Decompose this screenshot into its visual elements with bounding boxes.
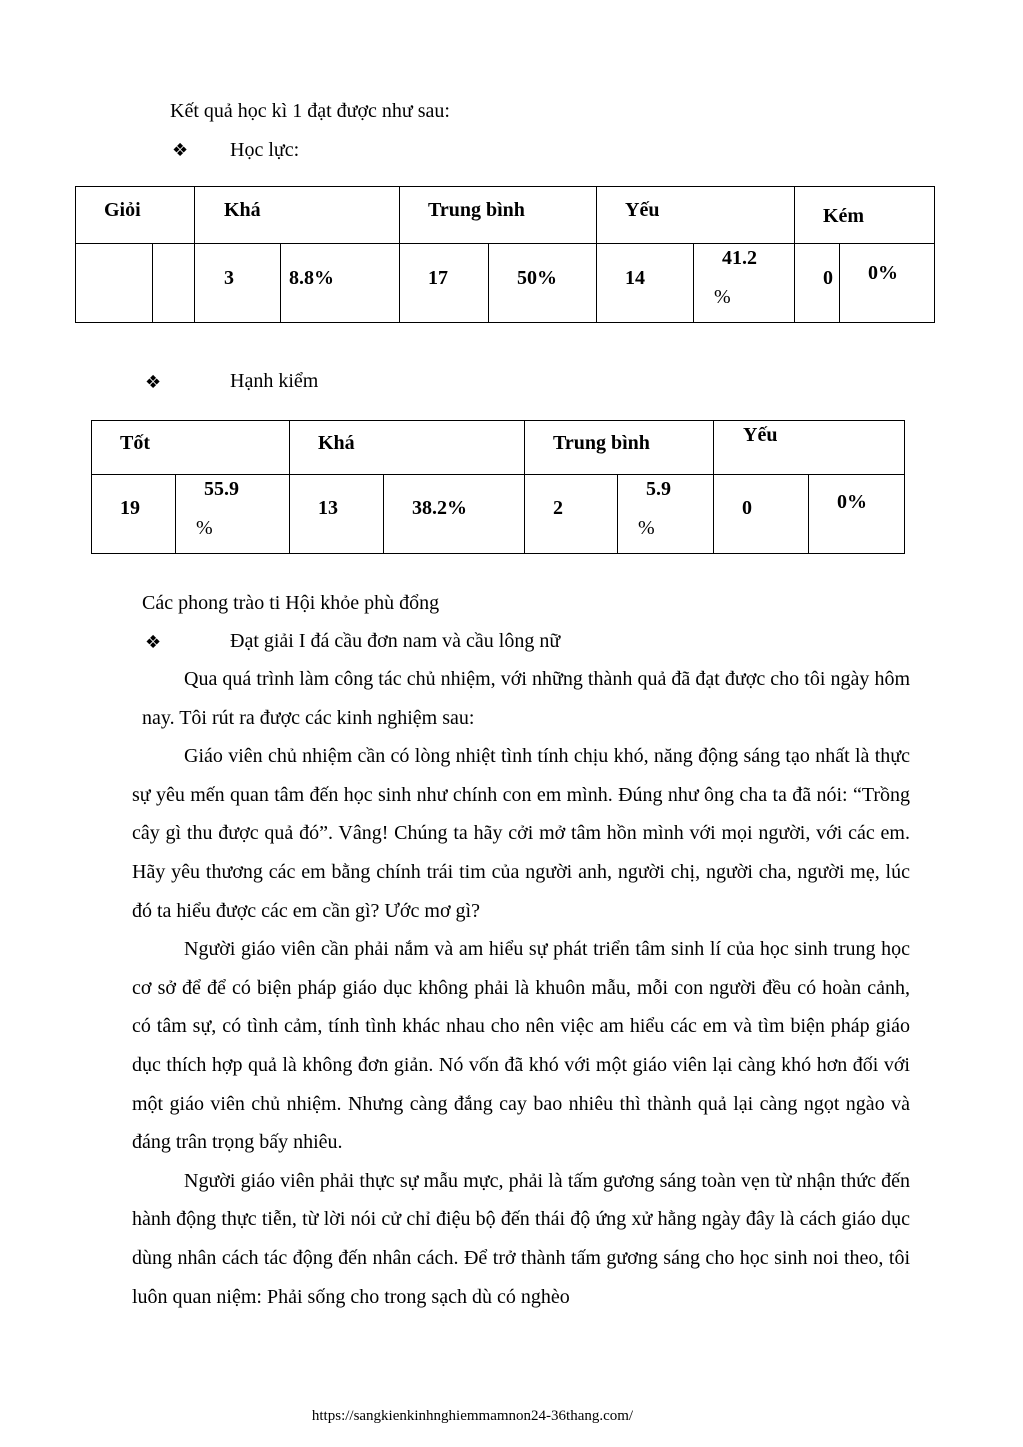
cell-gioi-count — [76, 244, 153, 323]
cell-tot-pct: 55.9 % — [176, 475, 290, 554]
cell-gioi-pct — [153, 244, 195, 323]
paragraph: Người giáo viên phải thực sự mẫu mực, phải là tấm gương sáng toàn vẹn từ nhận thức đến hành động thực tiễn, từ lời nói cử chỉ điệu bộ đến thái độ ứng xử hằng ngày đây là cách giáo dục dùng nhân cách tác động đến nhân cách. Để trở thành tấm gương sáng cho học sinh noi theo, tôi luôn quan niệm: Phải sống cho trong sạch dù có nghèo — [132, 1169, 910, 1308]
cell-kem-pct: 0% — [840, 244, 935, 323]
cell-kem-count: 0 — [795, 244, 840, 323]
award-line: Đạt giải I đá cầu đơn nam và cầu lông nữ — [230, 630, 561, 652]
table-header-row — [76, 187, 935, 244]
cell-yeu-count: 0 — [714, 475, 809, 554]
table-row — [92, 475, 905, 554]
cell-tb-pct: 50% — [489, 244, 597, 323]
bullet-icon: ❖ — [172, 140, 189, 161]
cell-kha-count: 13 — [290, 475, 384, 554]
cell-kha-count: 3 — [195, 244, 281, 323]
paragraph: Người giáo viên cần phải nắm và am hiểu sự phát triển tâm sinh lí của học sinh trung học cơ sở để để có biện pháp giáo dục không phải là khuôn mẫu, mỗi con người đều có hoàn cảnh, có tâm sự, có tình cảm, tính tình khác nhau cho nên việc am hiểu các em và tìm biện pháp giáo dục thích hợp quả là không đơn giản. Nó vốn đã khó với một giáo viên lại càng khó hơn đối với một giáo viên chủ nhiệm. Nhưng càng đắng cay bao nhiêu thì thành quả lại càng ngọt ngào và đáng trân trọng bấy nhiêu. — [132, 938, 910, 1154]
hoc-luc-table — [75, 186, 935, 323]
header-kha: Khá — [290, 421, 525, 475]
header-trung-binh: Trung bình — [400, 187, 597, 244]
cell-tb-pct: 5.9 % — [618, 475, 714, 554]
body-text — [132, 660, 910, 1316]
movement-line: Các phong trào ti Hội khỏe phù đổng — [142, 592, 440, 614]
hanh-kiem-label: Hạnh kiểm — [230, 370, 319, 392]
table-header-row — [92, 421, 905, 475]
cell-yeu-pct: 41.2 % — [694, 244, 795, 323]
cell-yeu-count: 14 — [597, 244, 694, 323]
cell-kha-pct: 8.8% — [281, 244, 400, 323]
footer-url: https://sangkienkinhnghiemmamnon24-36thang.com/ — [311, 1408, 634, 1424]
header-kem: Kém — [795, 187, 935, 244]
cell-yeu-pct: 0% — [809, 475, 905, 554]
header-kha: Khá — [195, 187, 400, 244]
header-gioi: Giỏi — [76, 187, 195, 244]
table-row — [76, 244, 935, 323]
hanh-kiem-table — [91, 420, 905, 554]
intro-line: Kết quả học kì 1 đạt được như sau: — [170, 100, 450, 122]
cell-kha-pct: 38.2% — [384, 475, 525, 554]
bullet-icon: ❖ — [145, 372, 162, 393]
cell-tot-count: 19 — [92, 475, 176, 554]
header-yeu: Yếu — [597, 187, 795, 244]
paragraph: Giáo viên chủ nhiệm cần có lòng nhiệt tình tính chịu khó, năng động sáng tạo nhất là thực sự yêu mến quan tâm đến học sinh như chính con em mình. Đúng như ông cha ta đã nói: “Trồng cây gì thu được quả đó”. Vâng! Chúng ta hãy cởi mở tâm hồn mình với mọi người, với các em. Hãy yêu thương các em bằng chính trái tim của người anh, người chị, người cha, người mẹ, lúc đó ta hiểu được các em cần gì? Ước mơ gì? — [132, 745, 910, 922]
header-yeu: Yếu — [714, 421, 905, 475]
header-tot: Tốt — [92, 421, 290, 475]
cell-tb-count: 17 — [400, 244, 489, 323]
hoc-luc-label: Học lực: — [230, 139, 300, 161]
cell-tb-count: 2 — [525, 475, 618, 554]
paragraph: Qua quá trình làm công tác chủ nhiệm, với những thành quả đã đạt được cho tôi ngày hôm nay. Tôi rút ra được các kinh nghiệm sau: — [142, 668, 910, 729]
bullet-icon: ❖ — [145, 632, 162, 653]
header-trung-binh: Trung bình — [525, 421, 714, 475]
